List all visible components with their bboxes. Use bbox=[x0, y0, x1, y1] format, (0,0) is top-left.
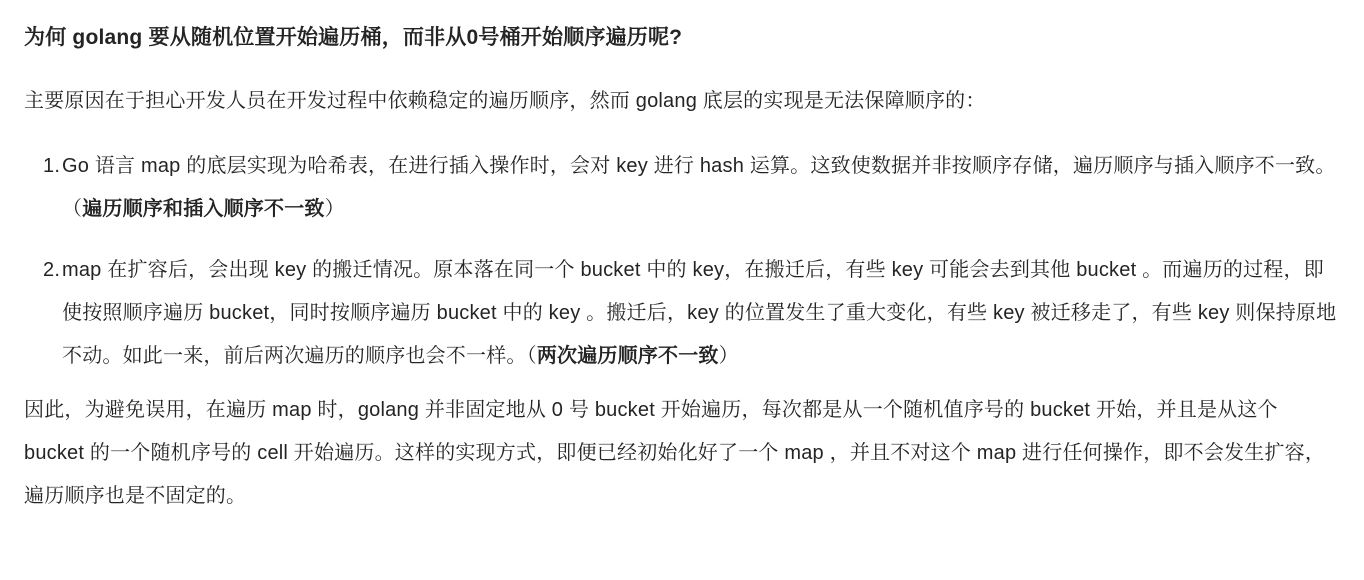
list-marker-2: 2. bbox=[43, 259, 61, 281]
list-marker-1: 1. bbox=[43, 155, 61, 177]
intro-paragraph: 主要原因在于担心开发人员在开发过程中依赖稳定的遍历顺序，然而 golang 底层的实现是无法保障顺序的： bbox=[24, 90, 986, 112]
body-text: map 在扩容后，会出现 key 的搬迁情况。原本落在同一个 bucket 中的 key，在搬迁后，有些 key 可能会去到其他 bucket 。而遍历的过程，即使按照顺序遍历 bucket，同时按顺序遍历 bucket 中的 key 。搬迁后，key 的位置发生了重大变化，有些 key 被迁移走了，有些 key 则保持原地不动。如此一来，前后两次遍历的顺序也会不一样。（ bbox=[62, 259, 1337, 367]
body-text: Go 语言 map 的底层实现为哈希表，在进行插入操作时，会对 key 进行 hash 运算。这致使数据并非按顺序存储，遍历顺序与插入顺序不一致。（ bbox=[62, 155, 1336, 220]
reason-list bbox=[24, 145, 1340, 378]
conclusion-paragraph: 因此，为避免误用，在遍历 map 时，golang 并非固定地从 0 号 bucket 开始遍历，每次都是从一个随机值序号的 bucket 开始，并且是从这个 bucket 的一个随机序号的 cell 开始遍历。这样的实现方式，即便已经初始化好了一个 map ，并且不对这个 map 进行任何操作，即不会发生扩容，遍历顺序也是不固定的。 bbox=[24, 399, 1326, 507]
reason-list-item-2 bbox=[43, 249, 1340, 378]
reason-2-text bbox=[62, 259, 1336, 367]
emphasis-text: 两次遍历顺序不一致 bbox=[536, 345, 719, 367]
body-text: ） bbox=[718, 345, 739, 367]
body-text: ） bbox=[324, 198, 345, 220]
reason-1-text bbox=[62, 155, 1336, 220]
article-heading: 为何 golang 要从随机位置开始遍历桶，而非从0号桶开始顺序遍历呢? bbox=[24, 26, 683, 49]
emphasis-text: 遍历顺序和插入顺序不一致 bbox=[82, 198, 325, 220]
reason-list-item-1 bbox=[43, 145, 1340, 231]
